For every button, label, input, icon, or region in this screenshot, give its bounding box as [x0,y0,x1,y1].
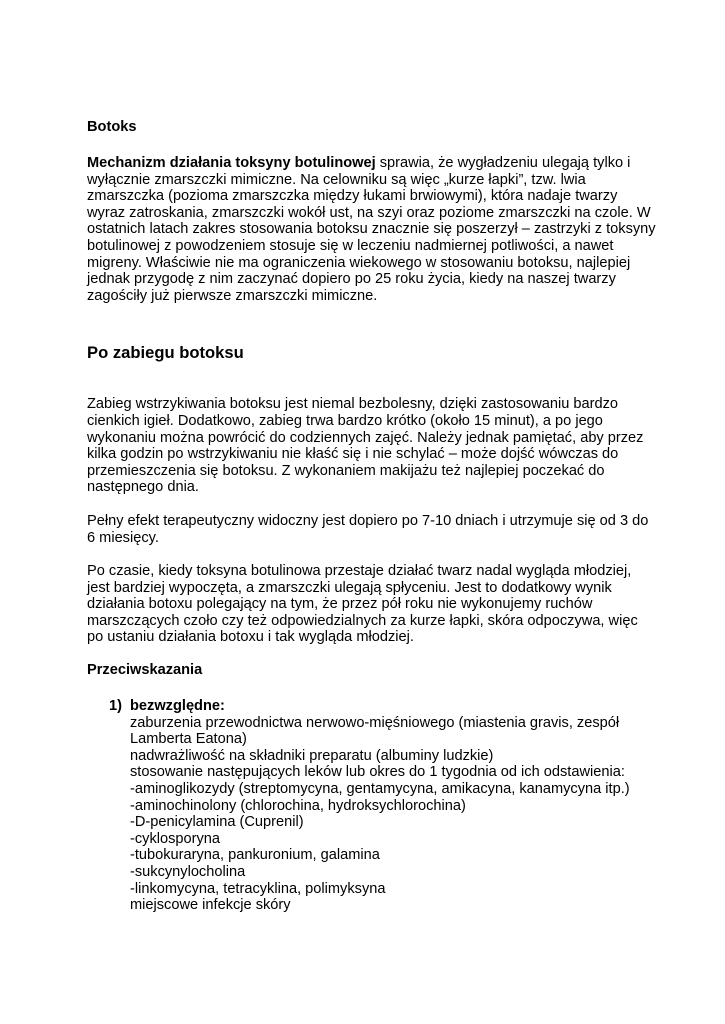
paragraph-effect: Pełny efekt terapeutyczny widoczny jest dopiero po 7-10 dniach i utrzymuje się od 3 do 6 miesięcy. [87,512,649,546]
paragraph-procedure: Zabieg wstrzykiwania botoksu jest niemal bezbolesny, dzięki zastosowaniu bardzo cienkich igieł. Dodatkowo, zabieg trwa bardzo krótko (około 15 minut), a po jego wykonaniu można powrócić do codziennych zajęć. Należy jednak pamiętać, aby przez kilka godzin po wstrzykiwaniu nie kłaść się i nie schylać – może dojść wówczas do przemieszczenia się botoksu. Z wykonaniem makijażu też najlepiej poczekać do następnego dnia. [87,396,644,496]
list-line: stosowanie następujących leków lub okres do 1 tygodnia od ich odstawienia: [130,764,625,781]
list-line: zaburzenia przewodnictwa nerwowo-mięśniowego (miastenia gravis, zespół Lamberta Eatona) [130,714,620,748]
contraindications-list [87,698,657,914]
section-title-po-zabiegu: Po zabiegu botoksu [87,343,244,363]
intro-bold-lead: Mechanizm działania toksyny botulinowej [87,155,376,171]
list-line: -tubokuraryna, pankuronium, galamina [130,847,380,864]
paragraph-after: Po czasie, kiedy toksyna botulinowa przestaje działać twarz nadal wygląda młodziej, jest bardziej wypoczęta, a zmarszczki ulegają spłyceniu. Jest to dodatkowy wynik działania botoxu polegający na tym, że przez pół roku nie wykonujemy ruchów marszczących czoło czy też odpowiedzialnych za kurze łapki, skóra odpoczywa, więc po ustaniu działania botoxu i tak wygląda młodziej. [87,563,638,646]
list-line: -D-penicylamina (Cuprenil) [130,814,304,831]
list-line: -aminoglikozydy (streptomycyna, gentamycyna, amikacyna, kanamycyna itp.) [130,781,630,798]
list-item-title: bezwzględne: [130,698,225,715]
section-title-przeciwskazania: Przeciwskazania [87,662,203,679]
document-page [87,119,657,914]
list-line: nadwrażliwość na składniki preparatu (albuminy ludzkie) [130,747,494,764]
list-line: -linkomycyna, tetracyklina, polimyksyna [130,880,386,897]
list-line: -cyklosporyna [130,830,221,847]
list-item [87,698,657,914]
list-line: miejscowe infekcje skóry [130,897,291,914]
list-line: -aminochinolony (chlorochina, hydroksychlorochina) [130,797,466,814]
intro-paragraph [87,155,657,304]
list-line: -sukcynylocholina [130,864,246,880]
list-item-number: 1) [109,698,122,715]
intro-text: sprawia, że wygładzeniu ulegają tylko i wyłącznie zmarszczki mimiczne. Na celowniku są więc „kurze łapki”, tzw. lwia zmarszczka (pozioma zmarszczka między łukami brwiowymi), która nadaje twarzy wyraz zatroskania, zmarszczki wokół ust, na szyi oraz poziome zmarszczki na czole. W ostatnich latach zakres stosowania botoksu znacznie się poszerzył – zastrzyki z toksyny botulinowej z powodzeniem stosuje się w leczeniu nadmiernej potliwości, a nawet migreny. Właściwie nie ma ograniczenia wiekowego w stosowaniu botoksu, najlepiej jednak przygodę z nim zaczynać dopiero po 25 roku życia, kiedy na naszej twarzy zagościły już pierwsze zmarszczki mimiczne. [87,155,656,304]
section-title-botoks: Botoks [87,119,137,135]
